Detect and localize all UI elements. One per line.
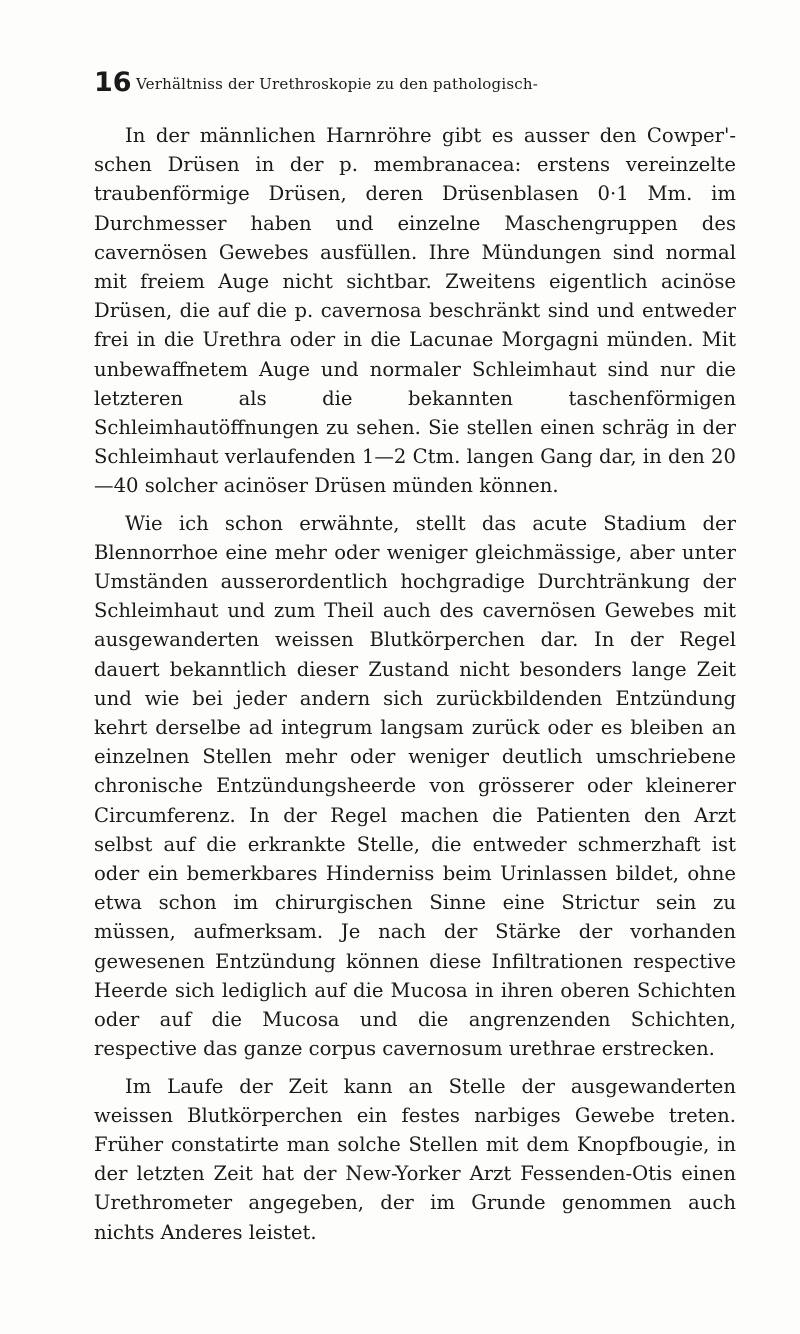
page-header	[94, 66, 734, 100]
paragraph-3: Im Laufe der Zeit kann an Stelle der ausgewanderten weissen Blutkörperchen ein festes narbiges Gewebe treten. Früher constatirte man solche Stellen mit dem Knopfbougie, in der letzten Zeit hat der New-Yorker Arzt Fessenden-Otis einen Urethrometer angegeben, der im Grunde genommen auch nichts Anderes leistet.	[94, 1074, 736, 1244]
page-number: 16	[94, 67, 132, 98]
paragraph-2: Wie ich schon erwähnte, stellt das acute Stadium der Blennorrhoe eine mehr oder weniger gleichmässige, aber unter Umständen ausserordentlich hochgradige Durchtränkung der Schleimhaut und zum Theil auch des cavernösen Gewebes mit ausgewanderten weissen Blutkörperchen dar. In der Regel dauert bekanntlich dieser Zustand nicht besonders lange Zeit und wie bei jeder andern sich zurückbildenden Entzündung kehrt derselbe ad integrum langsam zurück oder es bleiben an einzelnen Stellen mehr oder weniger deutlich umschriebene chronische Entzündungsheerde von grösserer oder kleinerer Circumferenz. In der Regel machen die Patienten den Arzt selbst auf die erkrankte Stelle, die entweder schmerzhaft ist oder ein bemerkbares Hinderniss beim Urinlassen bildet, ohne etwa schon im chirurgischen Sinne eine Strictur sein zu müssen, aufmerksam. Je nach der Stärke der vorhanden gewesenen Entzündung können diese Infiltrationen respective Heerde sich lediglich auf die Mucosa in ihren oberen Schichten oder auf die Mucosa und die angrenzenden Schichten, respective das ganze corpus cavernosum urethrae erstrecken.	[94, 511, 736, 1061]
running-title: Verhältniss der Urethroskopie zu den pathologisch-	[136, 75, 538, 93]
paragraph-1: In der männlichen Harnröhre gibt es ausser den Cowper'-schen Drüsen in der p. membranacea: erstens vereinzelte traubenförmige Drüsen, deren Drüsenblasen 0·1 Mm. im Durchmesser haben und einzelne Maschengruppen des cavernösen Gewebes ausfüllen. Ihre Mündungen sind normal mit freiem Auge nicht sichtbar. Zweitens eigentlich acinöse Drüsen, die auf die p. cavernosa beschränkt sind und entweder frei in die Urethra oder in die Lacunae Morgagni münden. Mit unbewaffnetem Auge und normaler Schleimhaut sind nur die letzteren als die bekannten taschenförmigen Schleimhautöffnungen zu sehen. Sie stellen einen schräg in der Schleimhaut verlaufenden 1—2 Ctm. langen Gang dar, in den 20—40 solcher acinöser Drüsen münden können.	[94, 124, 736, 498]
body-text	[94, 121, 736, 1247]
